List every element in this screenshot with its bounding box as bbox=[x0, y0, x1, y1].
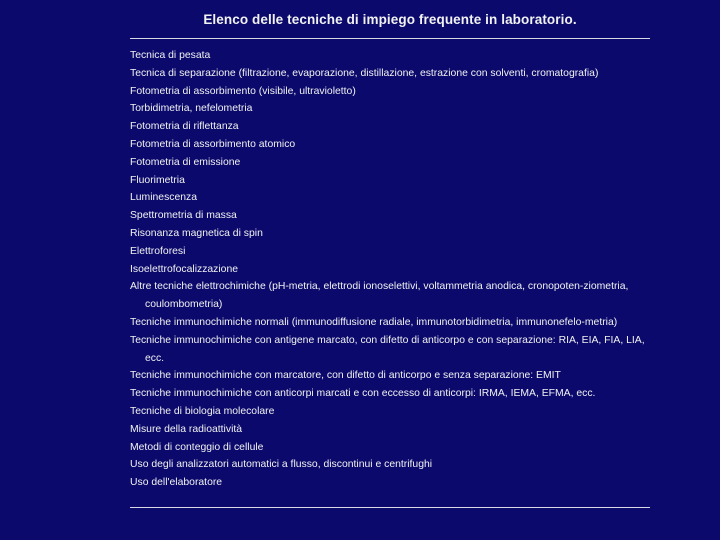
list-item: Fotometria di assorbimento (visibile, ultravioletto) bbox=[130, 85, 356, 97]
list-item: Tecniche immunochimiche con anticorpi marcati e con eccesso di anticorpi: IRMA, IEMA, EFMA, ecc. bbox=[130, 388, 596, 400]
list-item: Tecnica di pesata bbox=[130, 50, 211, 61]
list-item: Misure della radioattività bbox=[130, 423, 243, 435]
list-item: Tecniche immunochimiche normali (immunodiffusione radiale, immunotorbidimetria, immunonefelo-metria) bbox=[130, 316, 618, 328]
list-item: Metodi di conteggio di cellule bbox=[130, 441, 264, 453]
list-item: Fotometria di assorbimento atomico bbox=[130, 138, 296, 150]
list-item: Luminescenza bbox=[130, 192, 198, 204]
list-item: Isoelettrofocalizzazione bbox=[130, 263, 239, 275]
list-item: Elettroforesi bbox=[130, 245, 186, 257]
list-item: Spettrometria di massa bbox=[130, 210, 237, 222]
slide-title: Elenco delle tecniche di impiego frequente in laboratorio. bbox=[203, 12, 577, 27]
list-item: Tecniche immunochimiche con marcatore, con difetto di anticorpo e senza separazione: EMIT bbox=[130, 370, 561, 382]
list-item: Uso dell'elaboratore bbox=[130, 477, 223, 489]
list-item: Altre tecniche elettrochimiche (pH-metria, elettrodi ionoselettivi, voltammetria anodica, cronopoten-ziometria, coulombometria) bbox=[130, 281, 629, 311]
list-item: Uso degli analizzatori automatici a flusso, discontinui e centrifughi bbox=[130, 459, 433, 471]
list-item: Tecnica di separazione (filtrazione, evaporazione, distillazione, estrazione con solventi, cromatografia) bbox=[130, 67, 599, 79]
top-divider bbox=[130, 38, 650, 39]
list-item: Tecniche di biologia molecolare bbox=[130, 405, 275, 417]
list-item: Fotometria di emissione bbox=[130, 156, 241, 168]
list-item: Risonanza magnetica di spin bbox=[130, 227, 263, 239]
technique-list bbox=[130, 47, 652, 492]
list-item: Tecniche immunochimiche con antigene marcato, con difetto di anticorpo e con separazione: RIA, EIA, FIA, LIA, ecc. bbox=[130, 334, 645, 364]
list-item: Torbidimetria, nefelometria bbox=[130, 103, 253, 115]
list-item: Fluorimetria bbox=[130, 174, 185, 186]
list-item: Fotometria di riflettanza bbox=[130, 121, 239, 133]
bottom-divider bbox=[130, 507, 650, 508]
